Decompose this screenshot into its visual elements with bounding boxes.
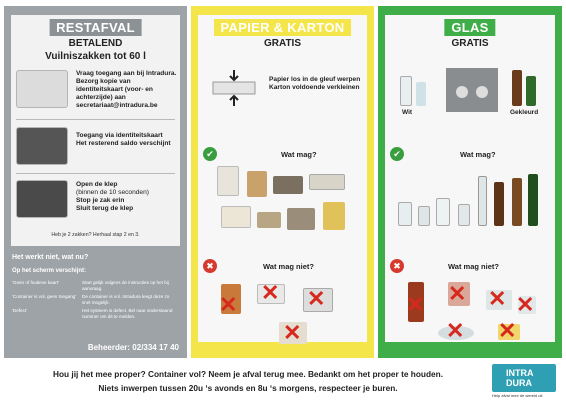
cross-icon: ✕ bbox=[448, 281, 467, 306]
wit-label: Wit bbox=[402, 109, 413, 116]
slot-wit bbox=[456, 86, 468, 98]
step3-within: (binnen de 10 seconden) bbox=[76, 189, 149, 196]
paper-slot-image bbox=[209, 68, 259, 108]
brown-bottle-item bbox=[494, 182, 504, 226]
card-reader-image bbox=[16, 127, 68, 165]
papier-instr1: Papier los in de gleuf werpen bbox=[269, 76, 361, 83]
step3-close: Sluit terug de klep bbox=[76, 205, 134, 212]
glas-title: GLAS bbox=[444, 19, 495, 36]
divider bbox=[16, 119, 175, 120]
intradura-logo bbox=[492, 364, 556, 400]
cross-icon: ✕ bbox=[488, 286, 507, 311]
jar-item bbox=[398, 202, 412, 226]
thumbs-up-icon: ✔ bbox=[390, 147, 404, 161]
papier-instructions bbox=[269, 76, 364, 92]
divider bbox=[16, 173, 175, 174]
cross-icon: ✕ bbox=[261, 280, 280, 305]
problem-row: 'Defect' Het systeem is defect. Bel naar onderstaand nummer om dit te melden. bbox=[12, 308, 173, 319]
problem-row: 'Container is vol, geen toegang' De container is vol. Intradura leegt deze zo snel mogelijk. bbox=[12, 294, 170, 305]
slot-gekleurd bbox=[476, 86, 488, 98]
jar-item bbox=[418, 206, 430, 226]
step1-text: Vraag toegang aan bij Intradura. Bezorg kopie van identiteitskaart (voor- en achterzijde) aan secretariaat@intradura.be bbox=[76, 70, 177, 109]
logo-tagline: Help afval mee de wereld uit bbox=[492, 393, 543, 398]
phone-number: Beheerder: 02/334 17 40 bbox=[87, 343, 179, 352]
white-jar-item bbox=[416, 82, 426, 106]
problem-subtitle: Op het scherm verschijnt: bbox=[12, 268, 87, 274]
cross-icon: ✕ bbox=[516, 292, 535, 317]
problem-title: Het werkt niet, wat nu? bbox=[12, 254, 89, 261]
repeat-note: Heb je 2 zakken? Herhaal stap 2 en 3. bbox=[51, 232, 140, 238]
cereal-box-item bbox=[323, 202, 345, 230]
brown-bottle-item bbox=[512, 70, 522, 106]
step3-put: Stop je zak erin bbox=[76, 197, 125, 204]
step2-text: Toegang via identiteitskaart Het resterend saldo verschijnt bbox=[76, 132, 171, 147]
cross-icon: ✕ bbox=[307, 286, 326, 311]
papier-not-allowed-label: Wat mag niet? bbox=[263, 262, 314, 271]
papier-instr2: Karton voldoende verkleinen bbox=[269, 84, 360, 91]
id-card-hand-image bbox=[16, 70, 68, 108]
restafval-price: BETALEND bbox=[68, 38, 123, 49]
jar-item bbox=[458, 204, 470, 226]
footer-line1: Hou jij het mee proper? Container vol? Neem je afval terug mee. Bedankt om het proper te houden. bbox=[52, 369, 444, 379]
newspaper-item bbox=[309, 174, 345, 190]
restafval-panel bbox=[4, 6, 187, 358]
papier-price: GRATIS bbox=[263, 38, 302, 49]
paper-item bbox=[217, 166, 239, 196]
glas-panel bbox=[378, 6, 562, 358]
glass-container-image bbox=[446, 68, 498, 112]
white-bottle-item bbox=[400, 76, 412, 106]
cross-icon: ✕ bbox=[498, 318, 517, 343]
magazine-item bbox=[273, 176, 303, 194]
gekleurd-label: Gekleurd bbox=[510, 109, 539, 116]
papier-panel bbox=[191, 6, 374, 358]
envelope-item bbox=[221, 206, 251, 228]
logo-box bbox=[492, 364, 556, 392]
step3-text bbox=[76, 181, 177, 213]
glas-not-allowed-label: Wat mag niet? bbox=[448, 262, 499, 271]
footer-line2: Niets inwerpen tussen 20u ‘s avonds en 8u ‘s morgens, respecteer je buren. bbox=[98, 383, 398, 393]
cross-icon: ✕ bbox=[219, 292, 238, 317]
problem-section bbox=[4, 246, 187, 358]
cardboard-item bbox=[247, 171, 267, 197]
cross-icon: ✕ bbox=[283, 320, 302, 345]
box-item bbox=[257, 212, 281, 228]
jar-item bbox=[436, 198, 450, 226]
logo-line2: DURA bbox=[506, 378, 532, 388]
books-item bbox=[287, 208, 315, 230]
thumbs-up-icon: ✔ bbox=[203, 147, 217, 161]
logo-line1: INTRA bbox=[506, 368, 534, 378]
papier-allowed-label: Wat mag? bbox=[281, 150, 317, 159]
thumbs-down-icon: ✖ bbox=[390, 259, 404, 273]
papier-title: PAPIER & KARTON bbox=[214, 19, 352, 36]
step3-open: Open de klep bbox=[76, 181, 118, 188]
glas-allowed-label: Wat mag? bbox=[460, 150, 496, 159]
green-bottle-item bbox=[526, 76, 536, 106]
container-flap-image bbox=[16, 180, 68, 218]
arrow-icon bbox=[209, 68, 259, 108]
restafval-title: RESTAFVAL bbox=[49, 19, 142, 36]
thumbs-down-icon: ✖ bbox=[203, 259, 217, 273]
green-bottle-item bbox=[528, 174, 538, 226]
restafval-bags: Vuilniszakken tot 60 l bbox=[45, 51, 146, 62]
problem-row: 'Geen of foutieve kaart' Start gelijk volgens de instructies op het bij aanvraag. bbox=[12, 280, 169, 291]
brown-bottle-item bbox=[512, 178, 522, 226]
cross-icon: ✕ bbox=[446, 318, 465, 343]
cross-icon: ✕ bbox=[406, 292, 425, 317]
clear-bottle-item bbox=[478, 176, 487, 226]
glas-price: GRATIS bbox=[451, 38, 489, 49]
